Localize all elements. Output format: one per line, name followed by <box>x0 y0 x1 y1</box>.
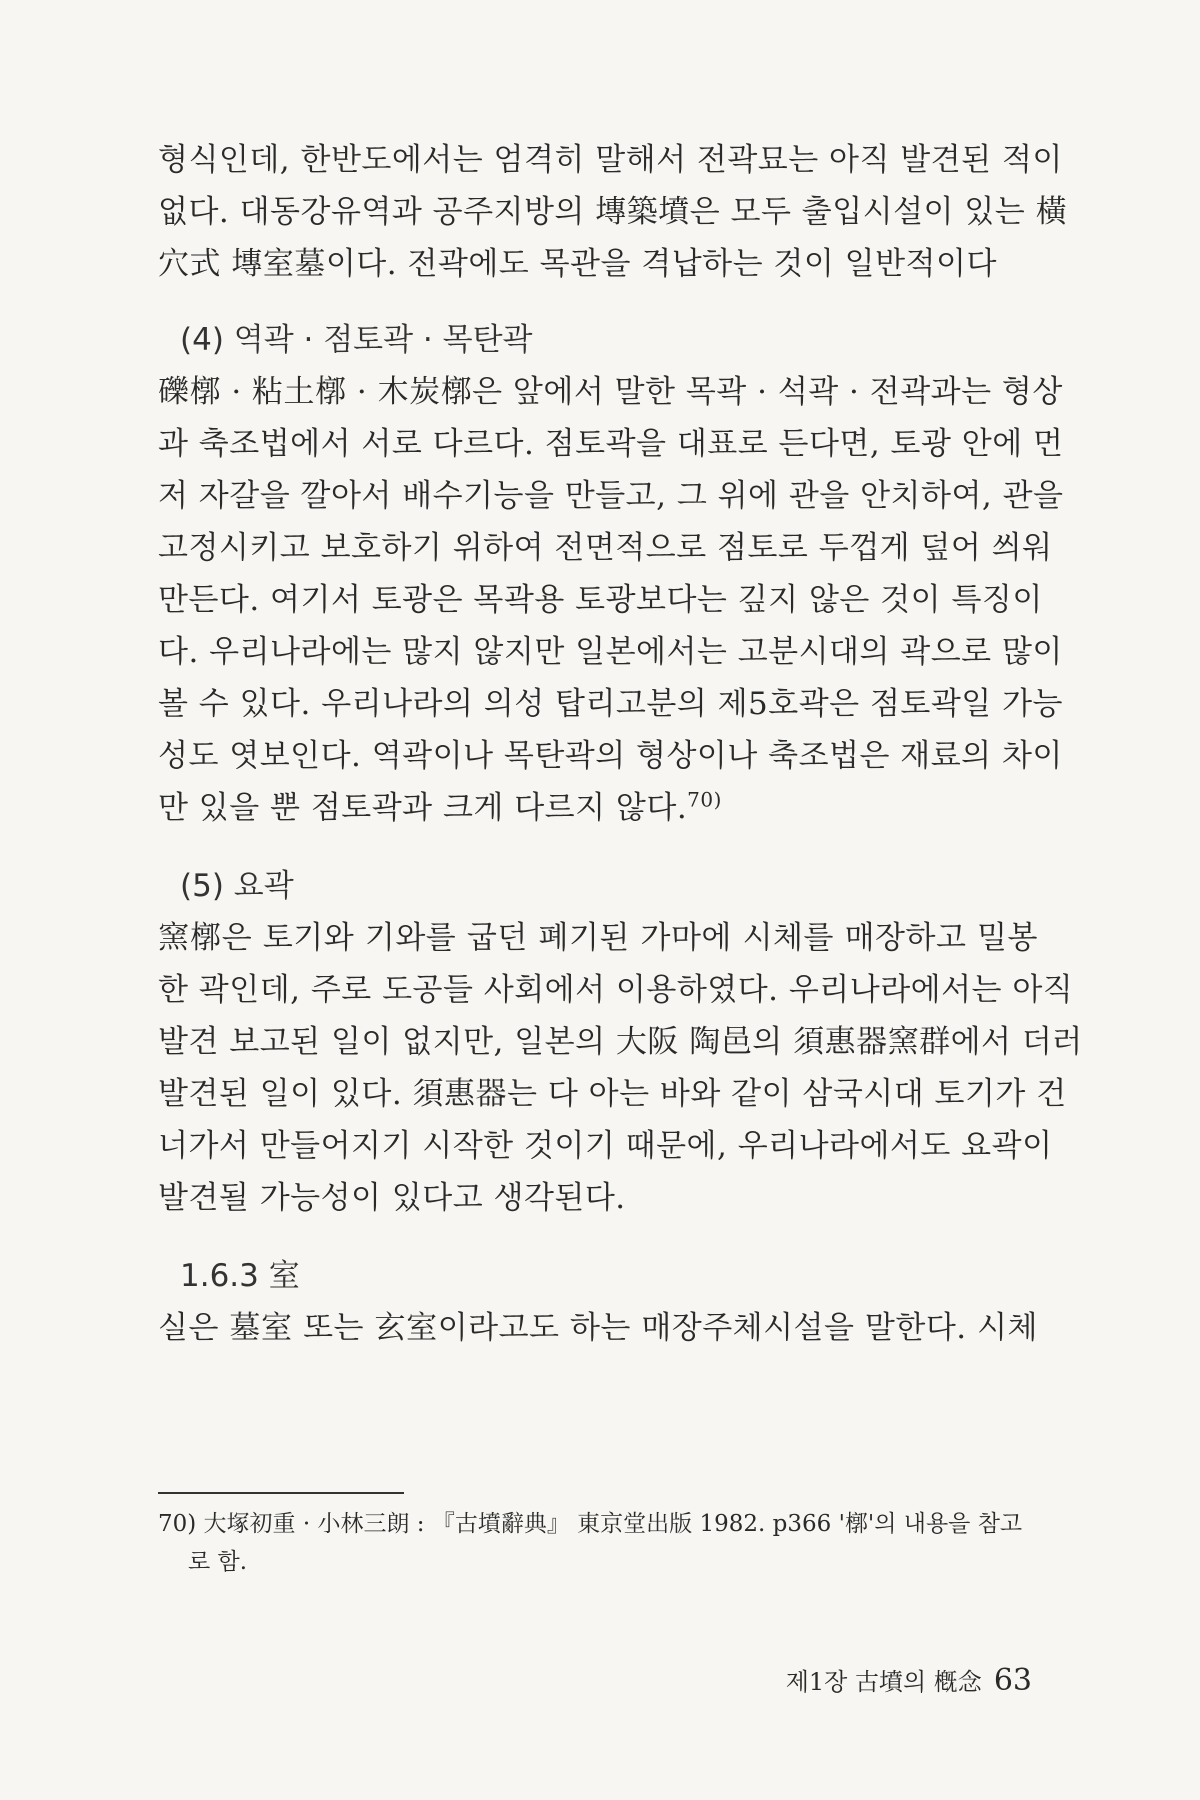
footnote-divider <box>158 1492 404 1494</box>
body-text: 만 있을 뿐 점토곽과 크게 다르지 않다. <box>158 790 688 826</box>
page-footer <box>786 1662 1032 1698</box>
body-text-line: 礫槨 · 粘土槨 · 木炭槨은 앞에서 말한 목곽 · 석곽 · 전곽과는 형상 <box>158 374 1063 410</box>
section-heading: 1.6.3 室 <box>180 1258 300 1294</box>
chapter-title: 제1장 古墳의 槪念 <box>785 1668 982 1696</box>
body-text-line: 한 곽인데, 주로 도공들 사회에서 이용하였다. 우리나라에서는 아직 <box>158 972 1074 1008</box>
body-text-line: 없다. 대동강유역과 공주지방의 塼築墳은 모두 출입시설이 있는 橫 <box>158 194 1068 230</box>
body-text-line: 저 자갈을 깔아서 배수기능을 만들고, 그 위에 관을 안치하여, 관을 <box>158 478 1064 514</box>
body-text-line: 발견된 일이 있다. 須惠器는 다 아는 바와 같이 삼국시대 토기가 건 <box>158 1076 1067 1112</box>
body-text-line: 다. 우리나라에는 많지 않지만 일본에서는 고분시대의 곽으로 많이 <box>158 634 1063 670</box>
body-text-line: 너가서 만들어지기 시작한 것이기 때문에, 우리나라에서도 요곽이 <box>158 1128 1053 1164</box>
body-text-line: 형식인데, 한반도에서는 엄격히 말해서 전곽묘는 아직 발견된 적이 <box>158 142 1063 178</box>
footnote-text: 로 함. <box>188 1549 248 1575</box>
footnote-text: 70) 大塚初重 · 小林三朗 : 『古墳辭典』 東京堂出版 1982. p366 '槨'의 내용을 참고 <box>158 1511 1023 1537</box>
body-text-line: 발견 보고된 일이 없지만, 일본의 大阪 陶邑의 須惠器窯群에서 더러 <box>158 1024 1083 1060</box>
section-heading: (4) 역곽 · 점토곽 · 목탄곽 <box>180 322 533 358</box>
body-text-line: 발견될 가능성이 있다고 생각된다. <box>158 1180 626 1216</box>
body-text-line: 窯槨은 토기와 기와를 굽던 폐기된 가마에 시체를 매장하고 밀봉 <box>158 920 1038 956</box>
body-text-line: 만든다. 여기서 토광은 목곽용 토광보다는 깊지 않은 것이 특징이 <box>158 582 1043 618</box>
body-text-line: 과 축조법에서 서로 다르다. 점토곽을 대표로 든다면, 토광 안에 먼 <box>158 426 1064 462</box>
page-number: 63 <box>993 1663 1032 1698</box>
body-text-line: 고정시키고 보호하기 위하여 전면적으로 점토로 두껍게 덮어 씌워 <box>158 530 1053 566</box>
footnote-reference[interactable]: 70) <box>687 787 722 812</box>
section-heading: (5) 요곽 <box>180 868 294 904</box>
body-text-line: 穴式 塼室墓이다. 전곽에도 목관을 격납하는 것이 일반적이다 <box>158 246 997 282</box>
body-text-line: 실은 墓室 또는 玄室이라고도 하는 매장주체시설을 말한다. 시체 <box>158 1310 1038 1346</box>
body-text-line <box>158 788 1038 828</box>
body-text-line: 볼 수 있다. 우리나라의 의성 탑리고분의 제5호곽은 점토곽일 가능 <box>158 686 1064 722</box>
body-text-line: 성도 엿보인다. 역곽이나 목탄곽의 형상이나 축조법은 재료의 차이 <box>158 738 1063 774</box>
